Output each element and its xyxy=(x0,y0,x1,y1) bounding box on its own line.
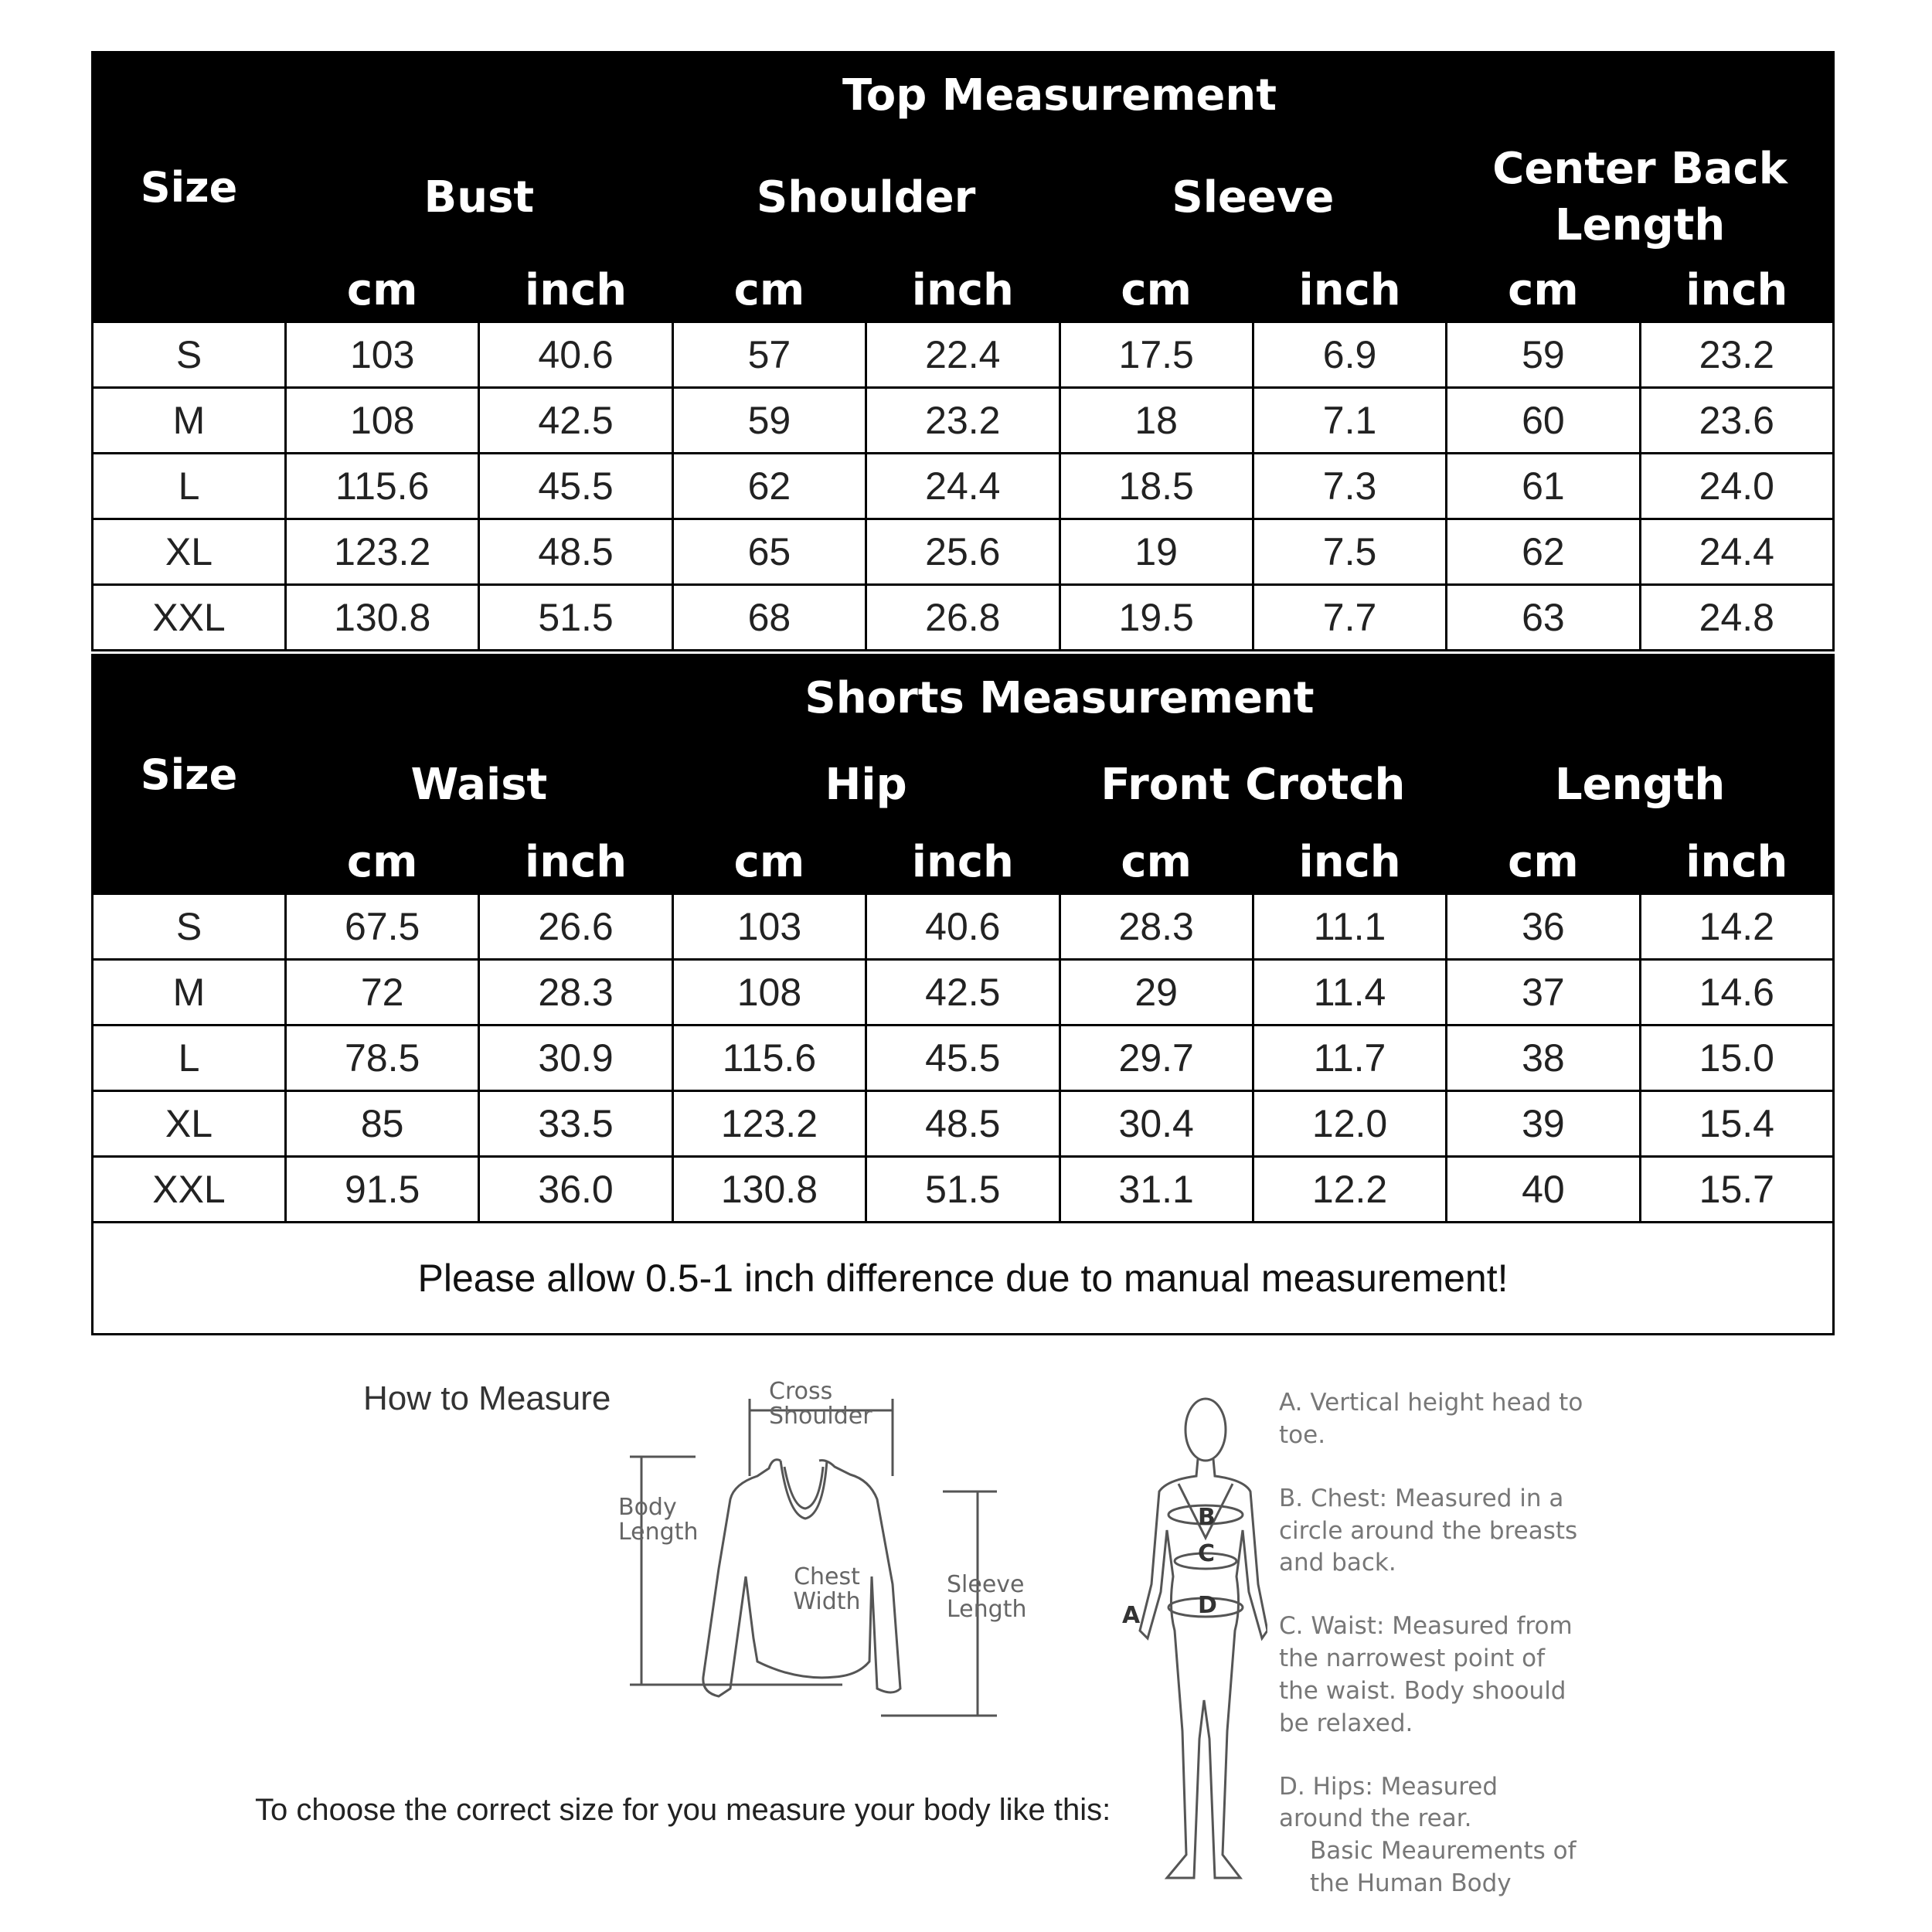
value-cell: 62 xyxy=(672,454,866,519)
shorts-title: Shorts Measurement xyxy=(286,655,1834,741)
table-row xyxy=(93,322,1834,388)
value-cell: 24.4 xyxy=(1640,519,1833,585)
value-cell: 18.5 xyxy=(1060,454,1253,519)
value-cell: 67.5 xyxy=(286,894,479,960)
value-cell: 61 xyxy=(1447,454,1640,519)
unit-header: inch xyxy=(479,830,672,894)
size-chart xyxy=(91,51,1835,1335)
unit-header: cm xyxy=(1060,258,1253,322)
unit-header: cm xyxy=(672,830,866,894)
unit-header: cm xyxy=(672,258,866,322)
value-cell: 19.5 xyxy=(1060,585,1253,651)
measurement-notes xyxy=(1279,1387,1588,1900)
value-cell: 123.2 xyxy=(286,519,479,585)
value-cell: 11.1 xyxy=(1253,894,1446,960)
size-cell: L xyxy=(93,1026,286,1091)
value-cell: 7.5 xyxy=(1253,519,1446,585)
value-cell: 65 xyxy=(672,519,866,585)
value-cell: 40.6 xyxy=(866,894,1060,960)
value-cell: 115.6 xyxy=(286,454,479,519)
size-cell: S xyxy=(93,322,286,388)
group-header: Sleeve xyxy=(1060,138,1447,258)
value-cell: 15.4 xyxy=(1640,1091,1833,1157)
value-cell: 23.2 xyxy=(1640,322,1833,388)
unit-header: cm xyxy=(286,258,479,322)
unit-header: inch xyxy=(1640,258,1833,322)
size-header: Size xyxy=(93,53,286,322)
value-cell: 123.2 xyxy=(672,1091,866,1157)
value-cell: 108 xyxy=(286,388,479,454)
top-title: Top Measurement xyxy=(286,53,1834,138)
value-cell: 36.0 xyxy=(479,1157,672,1223)
note-a: A. Vertical height head to toe. xyxy=(1279,1389,1583,1449)
value-cell: 42.5 xyxy=(479,388,672,454)
human-body-diagram xyxy=(1113,1376,1267,1917)
value-cell: 78.5 xyxy=(286,1026,479,1091)
value-cell: 7.7 xyxy=(1253,585,1446,651)
value-cell: 85 xyxy=(286,1091,479,1157)
group-header: Shoulder xyxy=(672,138,1060,258)
group-header: Length xyxy=(1447,741,1834,830)
unit-header: cm xyxy=(1060,830,1253,894)
value-cell: 51.5 xyxy=(479,585,672,651)
marker-c: C xyxy=(1198,1540,1216,1567)
value-cell: 51.5 xyxy=(866,1157,1060,1223)
value-cell: 23.2 xyxy=(866,388,1060,454)
table-row xyxy=(93,519,1834,585)
unit-header: inch xyxy=(479,258,672,322)
group-header: Center Back Length xyxy=(1447,138,1834,258)
value-cell: 31.1 xyxy=(1060,1157,1253,1223)
value-cell: 23.6 xyxy=(1640,388,1833,454)
table-row xyxy=(93,388,1834,454)
value-cell: 115.6 xyxy=(672,1026,866,1091)
marker-a: A xyxy=(1122,1602,1141,1629)
value-cell: 11.7 xyxy=(1253,1026,1446,1091)
size-header: Size xyxy=(93,655,286,894)
value-cell: 57 xyxy=(672,322,866,388)
table-row xyxy=(93,894,1834,960)
table-row xyxy=(93,454,1834,519)
value-cell: 15.7 xyxy=(1640,1157,1833,1223)
unit-header: cm xyxy=(1447,258,1640,322)
value-cell: 26.8 xyxy=(866,585,1060,651)
value-cell: 17.5 xyxy=(1060,322,1253,388)
value-cell: 33.5 xyxy=(479,1091,672,1157)
group-header: Waist xyxy=(286,741,673,830)
value-cell: 14.6 xyxy=(1640,960,1833,1026)
value-cell: 60 xyxy=(1447,388,1640,454)
value-cell: 63 xyxy=(1447,585,1640,651)
size-cell: L xyxy=(93,454,286,519)
value-cell: 68 xyxy=(672,585,866,651)
value-cell: 29.7 xyxy=(1060,1026,1253,1091)
choose-size-instruction: To choose the correct size for you measure your body like this: xyxy=(255,1793,1111,1827)
value-cell: 30.4 xyxy=(1060,1091,1253,1157)
value-cell: 48.5 xyxy=(866,1091,1060,1157)
value-cell: 40 xyxy=(1447,1157,1640,1223)
value-cell: 45.5 xyxy=(866,1026,1060,1091)
unit-header: inch xyxy=(1253,258,1446,322)
cross-shoulder-label: Cross Shoulder xyxy=(769,1378,872,1430)
value-cell: 91.5 xyxy=(286,1157,479,1223)
value-cell: 38 xyxy=(1447,1026,1640,1091)
top-measurement-table xyxy=(91,51,1835,651)
value-cell: 28.3 xyxy=(479,960,672,1026)
value-cell: 28.3 xyxy=(1060,894,1253,960)
value-cell: 42.5 xyxy=(866,960,1060,1026)
table-row xyxy=(93,960,1834,1026)
value-cell: 48.5 xyxy=(479,519,672,585)
value-cell: 15.0 xyxy=(1640,1026,1833,1091)
marker-d: D xyxy=(1198,1592,1217,1619)
unit-header: inch xyxy=(1253,830,1446,894)
value-cell: 7.1 xyxy=(1253,388,1446,454)
note-c: C. Waist: Measured from the narrowest point of the waist. Body shoould be relaxed. xyxy=(1279,1612,1573,1737)
value-cell: 26.6 xyxy=(479,894,672,960)
value-cell: 72 xyxy=(286,960,479,1026)
unit-header: inch xyxy=(1640,830,1833,894)
value-cell: 37 xyxy=(1447,960,1640,1026)
marker-b: B xyxy=(1198,1504,1216,1531)
value-cell: 24.0 xyxy=(1640,454,1833,519)
value-cell: 40.6 xyxy=(479,322,672,388)
note-d: D. Hips: Measured around the rear. xyxy=(1279,1772,1498,1833)
value-cell: 103 xyxy=(286,322,479,388)
value-cell: 19 xyxy=(1060,519,1253,585)
value-cell: 6.9 xyxy=(1253,322,1446,388)
value-cell: 36 xyxy=(1447,894,1640,960)
value-cell: 130.8 xyxy=(672,1157,866,1223)
size-cell: XXL xyxy=(93,1157,286,1223)
value-cell: 103 xyxy=(672,894,866,960)
unit-header: inch xyxy=(866,830,1060,894)
shorts-rows xyxy=(93,894,1834,1223)
value-cell: 108 xyxy=(672,960,866,1026)
value-cell: 59 xyxy=(672,388,866,454)
unit-header: cm xyxy=(1447,830,1640,894)
note-b: B. Chest: Measured in a circle around the breasts and back. xyxy=(1279,1484,1578,1577)
body-caption: Basic Meaurements of the Human Body xyxy=(1310,1837,1577,1898)
group-header: Bust xyxy=(286,138,673,258)
value-cell: 59 xyxy=(1447,322,1640,388)
size-cell: M xyxy=(93,388,286,454)
value-cell: 18 xyxy=(1060,388,1253,454)
size-cell: XL xyxy=(93,519,286,585)
value-cell: 39 xyxy=(1447,1091,1640,1157)
measurement-note: Please allow 0.5-1 inch difference due to manual measurement! xyxy=(93,1223,1834,1335)
group-header: Hip xyxy=(672,741,1060,830)
value-cell: 11.4 xyxy=(1253,960,1446,1026)
value-cell: 62 xyxy=(1447,519,1640,585)
chest-width-label: Chest Width xyxy=(793,1563,861,1615)
table-row xyxy=(93,1157,1834,1223)
value-cell: 12.0 xyxy=(1253,1091,1446,1157)
garment-diagram xyxy=(603,1383,1036,1739)
group-header: Front Crotch xyxy=(1060,741,1447,830)
value-cell: 130.8 xyxy=(286,585,479,651)
shorts-measurement-table xyxy=(91,654,1835,1335)
value-cell: 24.4 xyxy=(866,454,1060,519)
size-cell: S xyxy=(93,894,286,960)
table-row xyxy=(93,1091,1834,1157)
size-cell: XL xyxy=(93,1091,286,1157)
value-cell: 22.4 xyxy=(866,322,1060,388)
value-cell: 14.2 xyxy=(1640,894,1833,960)
top-rows xyxy=(93,322,1834,651)
how-to-measure-title: How to Measure xyxy=(363,1379,611,1417)
table-row xyxy=(93,585,1834,651)
value-cell: 45.5 xyxy=(479,454,672,519)
unit-header: cm xyxy=(286,830,479,894)
value-cell: 25.6 xyxy=(866,519,1060,585)
body-length-label: Body Length xyxy=(618,1494,699,1546)
value-cell: 29 xyxy=(1060,960,1253,1026)
value-cell: 12.2 xyxy=(1253,1157,1446,1223)
value-cell: 7.3 xyxy=(1253,454,1446,519)
size-cell: M xyxy=(93,960,286,1026)
value-cell: 30.9 xyxy=(479,1026,672,1091)
size-cell: XXL xyxy=(93,585,286,651)
value-cell: 24.8 xyxy=(1640,585,1833,651)
unit-header: inch xyxy=(866,258,1060,322)
sleeve-length-label: Sleeve Length xyxy=(947,1571,1027,1623)
table-row xyxy=(93,1026,1834,1091)
